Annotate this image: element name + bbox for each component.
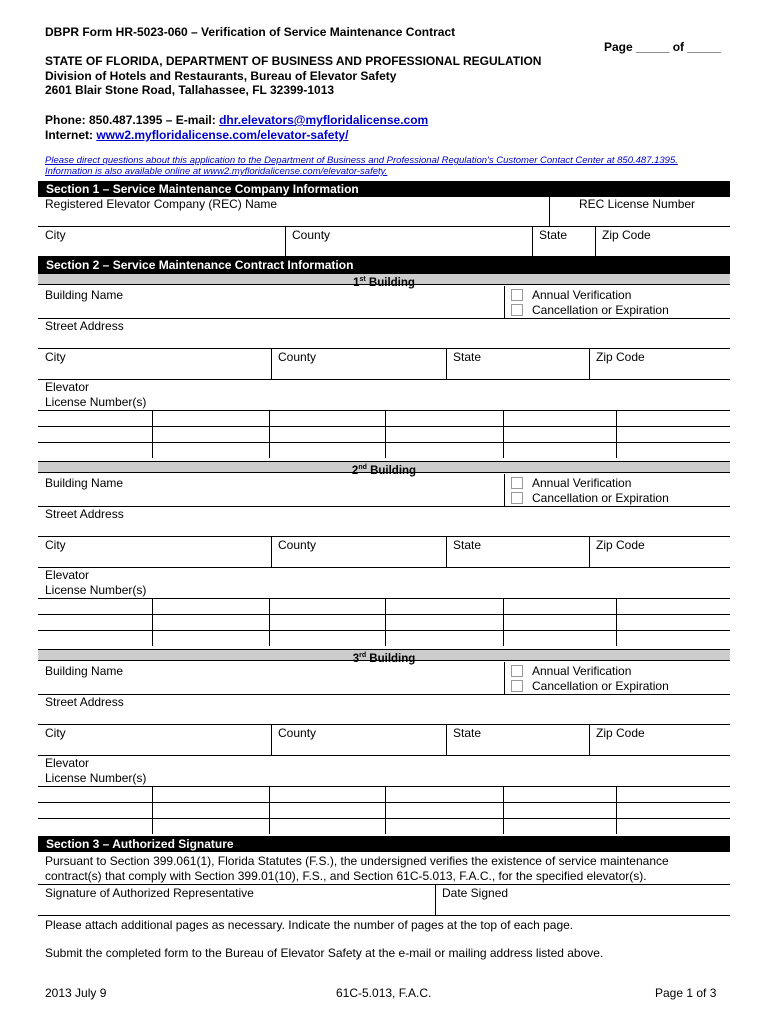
b1-city-field[interactable]: City (45, 350, 66, 364)
certification-text-line2: contract(s) that comply with Section 399.01(10), F.S., and Section 61C-5.013, F.A.C., for the specified elevator(s). (45, 869, 647, 883)
divider (589, 724, 590, 756)
building-number: 3 (352, 652, 360, 665)
rec-license-field[interactable]: REC License Number (579, 197, 696, 211)
divider (285, 226, 286, 257)
divider (38, 442, 730, 443)
b3-annual-checkbox[interactable] (511, 665, 523, 677)
divider (269, 786, 270, 834)
divider (38, 318, 730, 319)
divider (532, 226, 533, 257)
divider (38, 630, 730, 631)
divider (616, 410, 617, 458)
divider (616, 598, 617, 646)
footer-rule: 61C-5.013, F.A.C. (336, 986, 432, 1000)
b2-state-field[interactable]: State (453, 538, 482, 552)
b3-street-field[interactable]: Street Address (45, 695, 124, 709)
b3-zip-field[interactable]: Zip Code (596, 726, 645, 740)
rec-name-field[interactable]: Registered Elevator Company (REC) Name (45, 197, 278, 211)
divider (38, 379, 730, 380)
divider (38, 426, 730, 427)
b3-city-field[interactable]: City (45, 726, 66, 740)
license-numbers-label: License Number(s) (45, 771, 147, 785)
b1-annual-checkbox[interactable] (511, 289, 523, 301)
divider (504, 662, 505, 695)
elevator-label: Elevator (45, 756, 90, 770)
divider (616, 786, 617, 834)
divider (446, 536, 447, 568)
b2-building-name-field[interactable]: Building Name (45, 476, 124, 490)
checkbox-label: Annual Verification (532, 476, 632, 490)
phone-label: Phone: 850.487.1395 – E-mail: (45, 113, 220, 127)
divider (38, 802, 730, 803)
checkbox-label: Cancellation or Expiration (532, 679, 669, 693)
b1-building-name-field[interactable]: Building Name (45, 288, 124, 302)
checkbox-label: Cancellation or Expiration (532, 491, 669, 505)
checkbox-label: Cancellation or Expiration (532, 303, 669, 317)
divider (38, 694, 730, 695)
divider (152, 786, 153, 834)
b2-zip-field[interactable]: Zip Code (596, 538, 645, 552)
divider (446, 724, 447, 756)
building-2-header (38, 461, 730, 477)
divider (152, 598, 153, 646)
divider (38, 755, 730, 756)
divider (446, 348, 447, 380)
contact-internet (45, 128, 348, 142)
divider (38, 410, 730, 411)
divider (152, 410, 153, 458)
building-word: Building (366, 464, 417, 477)
b3-state-field[interactable]: State (453, 726, 482, 740)
b2-street-field[interactable]: Street Address (45, 507, 124, 521)
divider (38, 884, 730, 885)
b1-state-field[interactable]: State (453, 350, 482, 364)
divider (271, 536, 272, 568)
elevator-label: Elevator (45, 380, 90, 394)
footer-date: 2013 July 9 (45, 986, 107, 1000)
help-note-line2[interactable]: Information is also available online at www2.myfloridalicense.com/elevator-safety. (45, 166, 388, 177)
contact-phone (45, 113, 428, 127)
date-signed-field[interactable]: Date Signed (442, 886, 509, 900)
s1-state-field[interactable]: State (539, 228, 568, 242)
b3-building-name-field[interactable]: Building Name (45, 664, 124, 678)
agency-name: STATE OF FLORIDA, DEPARTMENT OF BUSINESS AND PROFESSIONAL REGULATION (45, 54, 542, 68)
agency-address: 2601 Blair Stone Road, Tallahassee, FL 32399-1013 (45, 83, 335, 97)
ordinal-suffix: rd (359, 652, 367, 659)
building-word: Building (366, 652, 416, 665)
ordinal-suffix: st (359, 276, 366, 283)
b1-county-field[interactable]: County (278, 350, 317, 364)
help-note-line1[interactable]: Please direct questions about this application to the Department of Business and Professional Regulation's Customer Contact Center at 850.487.1395. (45, 155, 678, 166)
signature-field[interactable]: Signature of Authorized Representative (45, 886, 254, 900)
email-link[interactable]: dhr.elevators@myfloridalicense.com (219, 113, 429, 127)
b2-annual-checkbox[interactable] (511, 477, 523, 489)
divider (435, 884, 436, 916)
form-title: DBPR Form HR-5023-060 – Verification of Service Maintenance Contract (45, 25, 456, 39)
b2-cancel-checkbox[interactable] (511, 492, 523, 504)
b3-county-field[interactable]: County (278, 726, 317, 740)
divider (549, 197, 550, 226)
submit-instructions: Submit the completed form to the Bureau of Elevator Safety at the e-mail or mailing address listed above. (45, 946, 604, 960)
divider (38, 818, 730, 819)
divider (271, 348, 272, 380)
divider (503, 786, 504, 834)
divider (38, 567, 730, 568)
division-name: Division of Hotels and Restaurants, Bureau of Elevator Safety (45, 69, 397, 83)
section3-header: Section 3 – Authorized Signature (38, 836, 730, 852)
building-1-header (38, 273, 730, 289)
elevator-label: Elevator (45, 568, 90, 582)
section2-header: Section 2 – Service Maintenance Contract Information (38, 257, 730, 273)
divider (269, 410, 270, 458)
s1-city-field[interactable]: City (45, 228, 66, 242)
ordinal-suffix: nd (358, 464, 367, 471)
building-3-header (38, 649, 730, 665)
divider (38, 348, 730, 349)
divider (385, 410, 386, 458)
divider (38, 614, 730, 615)
divider (38, 506, 730, 507)
certification-text-line1: Pursuant to Section 399.061(1), Florida Statutes (F.S.), the undersigned verifies the existence of service maintenance (45, 854, 669, 868)
divider (38, 724, 730, 725)
website-link[interactable]: www2.myfloridalicense.com/elevator-safety/ (96, 128, 349, 142)
divider (385, 598, 386, 646)
checkbox-label: Annual Verification (532, 288, 632, 302)
divider (503, 598, 504, 646)
divider (269, 598, 270, 646)
divider (504, 286, 505, 319)
b1-zip-field[interactable]: Zip Code (596, 350, 645, 364)
divider (38, 536, 730, 537)
s1-county-field[interactable]: County (292, 228, 331, 242)
building-word: Building (365, 276, 415, 289)
b3-cancel-checkbox[interactable] (511, 680, 523, 692)
divider (589, 348, 590, 380)
divider (503, 410, 504, 458)
b1-cancel-checkbox[interactable] (511, 304, 523, 316)
license-numbers-label: License Number(s) (45, 583, 147, 597)
page-count-field[interactable]: Page _____ of _____ (604, 40, 721, 54)
attach-instructions: Please attach additional pages as necessary. Indicate the number of pages at the top of each page. (45, 918, 574, 932)
footer-page-number: Page 1 of 3 (655, 986, 717, 1000)
divider (38, 786, 730, 787)
divider (271, 724, 272, 756)
divider (504, 474, 505, 507)
license-numbers-label: License Number(s) (45, 395, 147, 409)
section1-header: Section 1 – Service Maintenance Company Information (38, 181, 730, 197)
building-number: 1 (353, 276, 360, 289)
divider (38, 915, 730, 916)
checkbox-label: Annual Verification (532, 664, 632, 678)
divider (589, 536, 590, 568)
b2-county-field[interactable]: County (278, 538, 317, 552)
b1-street-field[interactable]: Street Address (45, 319, 124, 333)
s1-zip-field[interactable]: Zip Code (602, 228, 651, 242)
internet-label: Internet: (45, 128, 97, 142)
building-number: 2 (351, 464, 359, 477)
divider (38, 226, 730, 227)
divider (38, 598, 730, 599)
divider (385, 786, 386, 834)
divider (595, 226, 596, 257)
b2-city-field[interactable]: City (45, 538, 66, 552)
